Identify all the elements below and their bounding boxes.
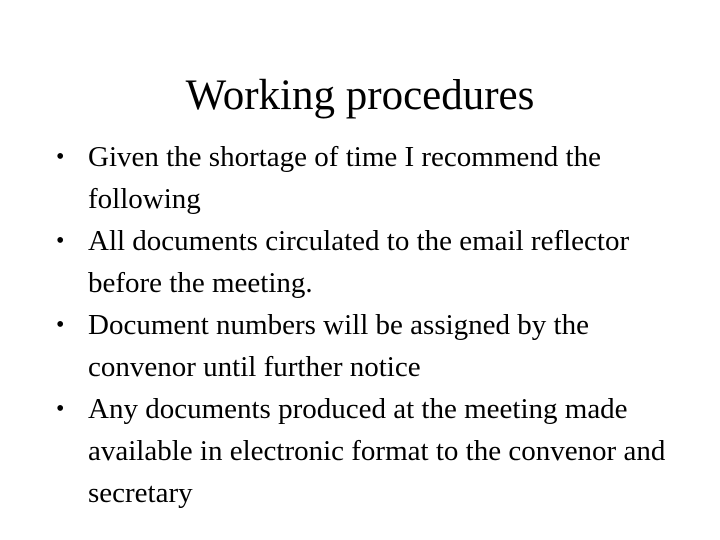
bullet-item <box>54 220 666 304</box>
bullet-text: All documents circulated to the email reflector before the meeting. <box>88 225 630 299</box>
bullet-item <box>54 388 666 514</box>
bullet-icon: • <box>56 312 65 338</box>
bullet-list <box>54 136 666 514</box>
bullet-text: Given the shortage of time I recommend the following <box>88 141 601 215</box>
bullet-item <box>54 136 666 220</box>
bullet-text: Any documents produced at the meeting made available in electronic format to the convenor and secretary <box>88 393 666 509</box>
bullet-icon: • <box>56 396 65 422</box>
slide-title: Working procedures <box>185 72 535 119</box>
bullet-icon: • <box>56 228 65 254</box>
bullet-item <box>54 304 666 388</box>
bullet-icon: • <box>56 144 65 170</box>
bullet-text: Document numbers will be assigned by the convenor until further notice <box>88 309 589 383</box>
